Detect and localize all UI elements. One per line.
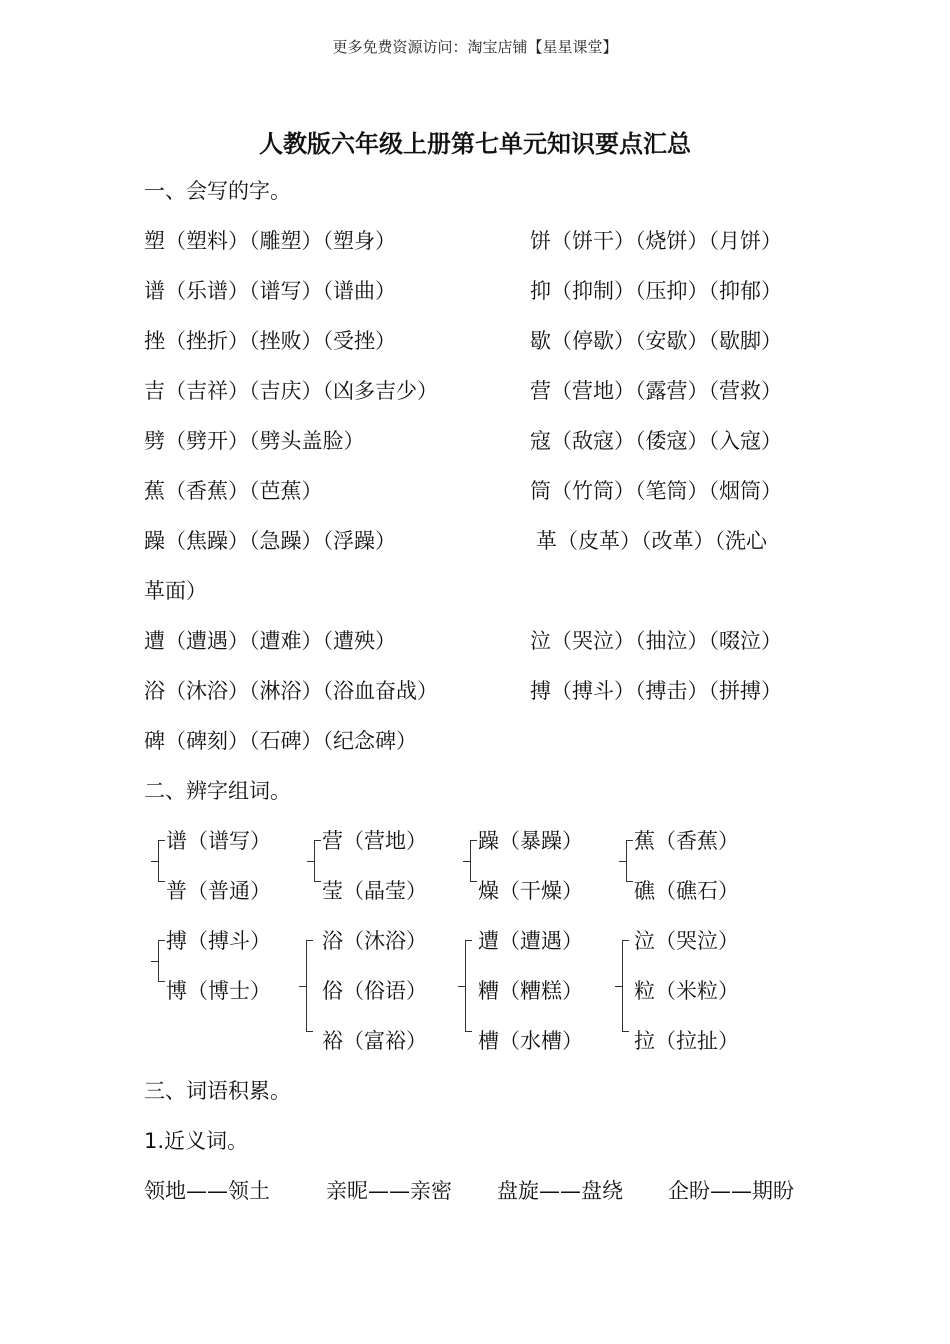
section1-row3-right: 歇（停歇）（安歇）（歇脚） [530, 329, 782, 353]
section1-row3-left: 挫（挫折）（挫败）（受挫） [144, 329, 396, 353]
group5-item2: 博（博士） [166, 979, 271, 1003]
section1-row9-left: 浴（沐浴）（淋浴）（浴血奋战） [144, 679, 438, 703]
group3-item1: 躁（暴躁） [478, 829, 583, 853]
group2-item2: 莹（晶莹） [322, 879, 427, 903]
brace-group6 [306, 940, 313, 1032]
synonym-4: 企盼——期盼 [668, 1179, 794, 1203]
section1-row5-right: 寇（敌寇）（倭寇）（入寇） [530, 429, 782, 453]
group8-item2: 粒（米粒） [634, 979, 739, 1003]
group8-item3: 拉（拉扯） [634, 1029, 739, 1053]
section1-row8-right: 泣（哭泣）（抽泣）（啜泣） [530, 629, 782, 653]
group7-item3: 槽（水槽） [478, 1029, 583, 1053]
group1-item1: 谱（谱写） [166, 829, 271, 853]
section1-wrap-line: 革面） [144, 579, 207, 603]
page-title: 人教版六年级上册第七单元知识要点汇总 [259, 130, 691, 158]
section1-row4-left: 吉（吉祥）（吉庆）（凶多吉少） [144, 379, 438, 403]
brace-group4 [626, 840, 633, 882]
group4-item1: 蕉（香蕉） [634, 829, 739, 853]
section1-row8-left: 遭（遭遇）（遭难）（遭殃） [144, 629, 396, 653]
brace-group3 [470, 840, 477, 882]
brace-group2 [314, 840, 321, 882]
section1-row9-right: 搏（搏斗）（搏击）（拼搏） [530, 679, 782, 703]
synonym-1: 领地——领土 [144, 1179, 270, 1203]
brace-group8 [622, 940, 629, 1032]
group4-item2: 礁（礁石） [634, 879, 739, 903]
section1-row2-left: 谱（乐谱）（谱写）（谱曲） [144, 279, 396, 303]
section1-row4-right: 营（营地）（露营）（营救） [530, 379, 782, 403]
brace-group5 [158, 940, 165, 982]
section1-heading: 一、会写的字。 [144, 179, 291, 203]
group5-item1: 搏（搏斗） [166, 929, 271, 953]
group6-item3: 裕（富裕） [322, 1029, 427, 1053]
section1-row7-right: 革（皮革）（改革）（洗心 [536, 529, 767, 553]
synonym-2: 亲昵——亲密 [326, 1179, 452, 1203]
brace-group7 [465, 940, 472, 1032]
section1-row6-left: 蕉（香蕉）（芭蕉） [144, 479, 323, 503]
synonym-3: 盘旋——盘绕 [497, 1179, 623, 1203]
group7-item2: 糟（糟糕） [478, 979, 583, 1003]
section2-heading: 二、辨字组词。 [144, 779, 291, 803]
page-header: 更多免费资源访问：淘宝店铺【星星课堂】 [332, 38, 618, 56]
group6-item2: 俗（俗语） [322, 979, 427, 1003]
brace-group1 [158, 840, 165, 882]
group6-item1: 浴（沐浴） [322, 929, 427, 953]
group2-item1: 营（营地） [322, 829, 427, 853]
section1-row1-right: 饼（饼干）（烧饼）（月饼） [530, 229, 782, 253]
section1-row5-left: 劈（劈开）（劈头盖脸） [144, 429, 365, 453]
group1-item2: 普（普通） [166, 879, 271, 903]
section1-row6-right: 筒（竹筒）（笔筒）（烟筒） [530, 479, 782, 503]
group3-item2: 燥（干燥） [478, 879, 583, 903]
section1-row1-left: 塑（塑料）（雕塑）（塑身） [144, 229, 396, 253]
group8-item1: 泣（哭泣） [634, 929, 739, 953]
section3-heading: 三、词语积累。 [144, 1079, 291, 1103]
section1-row10-left: 碑（碑刻）（石碑）（纪念碑） [144, 729, 417, 753]
section1-row7-left: 躁（焦躁）（急躁）（浮躁） [144, 529, 396, 553]
group7-item1: 遭（遭遇） [478, 929, 583, 953]
section1-row2-right: 抑（抑制）（压抑）（抑郁） [530, 279, 782, 303]
section3-sub1: 1.近义词。 [144, 1129, 249, 1153]
